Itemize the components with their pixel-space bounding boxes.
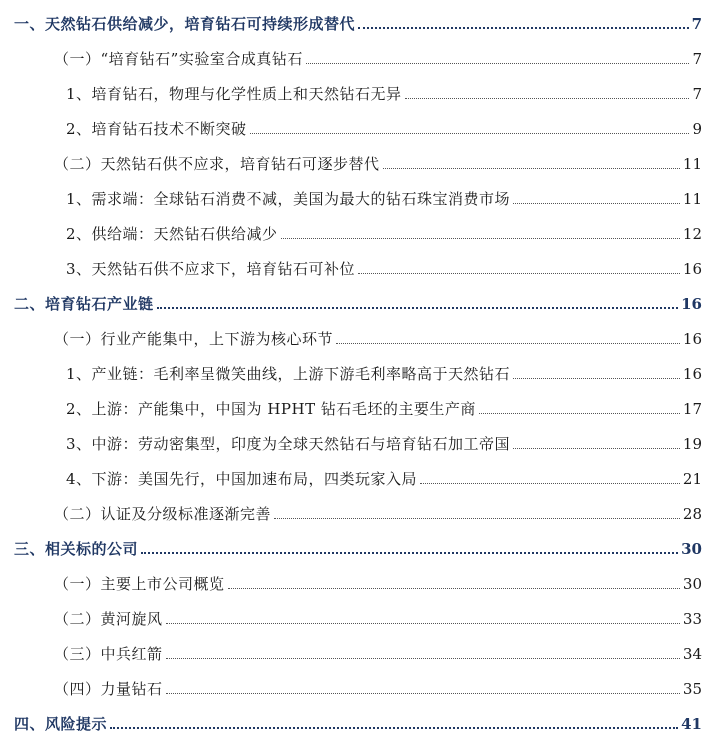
toc-page-number: 34 bbox=[682, 645, 702, 663]
dot-leader bbox=[513, 203, 680, 204]
toc-entry-title: 1、需求端：全球钻石消费不减，美国为最大的钻石珠宝消费市场 bbox=[66, 190, 511, 208]
toc-entry-title: 3、天然钻石供不应求下，培育钻石可补位 bbox=[66, 260, 356, 278]
toc-entry-2-1-4[interactable] bbox=[0, 463, 726, 487]
toc-page-number: 17 bbox=[682, 400, 702, 418]
toc-entry-1-1-1[interactable] bbox=[0, 78, 726, 102]
toc-entry-3-2[interactable] bbox=[0, 603, 726, 627]
dot-leader bbox=[157, 307, 679, 309]
toc-entry-2-1-2[interactable] bbox=[0, 393, 726, 417]
toc-page-number: 33 bbox=[682, 610, 702, 628]
toc-entry-title: （四）力量钻石 bbox=[54, 680, 163, 698]
toc-entry-1-2-3[interactable] bbox=[0, 253, 726, 277]
toc-entry-3[interactable] bbox=[0, 533, 726, 557]
toc-entry-title: 2、上游：产能集中，中国为 HPHT 钻石毛坯的主要生产商 bbox=[66, 400, 476, 418]
toc-entry-3-3[interactable] bbox=[0, 638, 726, 662]
dot-leader bbox=[336, 343, 680, 344]
toc-entry-title: 一、天然钻石供给减少，培育钻石可持续形成替代 bbox=[14, 15, 356, 33]
toc-page-number: 30 bbox=[682, 575, 702, 593]
toc-entry-3-1[interactable] bbox=[0, 568, 726, 592]
toc-entry-title: （二）黄河旋风 bbox=[54, 610, 163, 628]
dot-leader bbox=[274, 518, 680, 519]
toc-page-number: 16 bbox=[682, 365, 702, 383]
dot-leader bbox=[110, 727, 678, 729]
dot-leader bbox=[306, 63, 690, 64]
toc-entry-title: 二、培育钻石产业链 bbox=[14, 295, 154, 313]
toc-page-number: 11 bbox=[682, 190, 702, 208]
toc-page-number: 7 bbox=[692, 50, 702, 68]
toc-page-number: 7 bbox=[691, 15, 702, 33]
toc-entry-1-1[interactable] bbox=[0, 43, 726, 67]
dot-leader bbox=[250, 133, 690, 134]
dot-leader bbox=[141, 552, 678, 554]
toc-page-number: 7 bbox=[692, 85, 702, 103]
toc-entry-title: 4、下游：美国先行，中国加速布局，四类玩家入局 bbox=[66, 470, 418, 488]
dot-leader bbox=[281, 238, 680, 239]
toc-page-number: 28 bbox=[682, 505, 702, 523]
toc-page-number: 30 bbox=[681, 540, 702, 558]
toc-page-number: 16 bbox=[682, 330, 702, 348]
toc-page-number: 16 bbox=[682, 260, 702, 278]
toc-entry-title: 2、供给端：天然钻石供给减少 bbox=[66, 225, 278, 243]
toc-page-number: 41 bbox=[681, 715, 702, 733]
toc-entry-3-4[interactable] bbox=[0, 673, 726, 697]
toc-page-number: 9 bbox=[692, 120, 702, 138]
toc-entry-4[interactable] bbox=[0, 708, 726, 732]
toc-page-number: 16 bbox=[681, 295, 702, 313]
toc-entry-2-1-1[interactable] bbox=[0, 358, 726, 382]
toc-entry-title: （三）中兵红箭 bbox=[54, 645, 163, 663]
toc-entry-title: （一）行业产能集中，上下游为核心环节 bbox=[54, 330, 334, 348]
toc-entry-2[interactable] bbox=[0, 288, 726, 312]
toc-entry-title: （二）认证及分级标准逐渐完善 bbox=[54, 505, 272, 523]
toc-page-number: 21 bbox=[682, 470, 702, 488]
dot-leader bbox=[166, 623, 680, 624]
toc-page-number: 19 bbox=[682, 435, 702, 453]
toc-entry-2-1-3[interactable] bbox=[0, 428, 726, 452]
toc-entry-title: 三、相关标的公司 bbox=[14, 540, 139, 558]
toc-entry-title: 2、培育钻石技术不断突破 bbox=[66, 120, 247, 138]
toc-entry-1-2[interactable] bbox=[0, 148, 726, 172]
toc-entry-1[interactable] bbox=[0, 8, 726, 32]
toc-entry-title: 1、产业链：毛利率呈微笑曲线，上游下游毛利率略高于天然钻石 bbox=[66, 365, 511, 383]
dot-leader bbox=[358, 27, 689, 29]
toc-entry-title: （一）“培育钻石”实验室合成真钻石 bbox=[54, 50, 303, 68]
toc-entry-1-1-2[interactable] bbox=[0, 113, 726, 137]
dot-leader bbox=[405, 98, 690, 99]
toc-entry-1-2-1[interactable] bbox=[0, 183, 726, 207]
toc-entry-title: 四、风险提示 bbox=[14, 715, 108, 733]
dot-leader bbox=[383, 168, 680, 169]
dot-leader bbox=[420, 483, 680, 484]
dot-leader bbox=[166, 658, 680, 659]
dot-leader bbox=[479, 413, 680, 414]
toc-entry-title: 3、中游：劳动密集型，印度为全球天然钻石与培育钻石加工帝国 bbox=[66, 435, 511, 453]
toc-entry-2-2[interactable] bbox=[0, 498, 726, 522]
dot-leader bbox=[513, 448, 680, 449]
toc-entry-2-1[interactable] bbox=[0, 323, 726, 347]
toc-entry-title: （二）天然钻石供不应求，培育钻石可逐步替代 bbox=[54, 155, 380, 173]
toc-page-number: 35 bbox=[682, 680, 702, 698]
toc-entry-title: 1、培育钻石，物理与化学性质上和天然钻石无异 bbox=[66, 85, 402, 103]
toc-entry-1-2-2[interactable] bbox=[0, 218, 726, 242]
dot-leader bbox=[513, 378, 680, 379]
dot-leader bbox=[228, 588, 680, 589]
toc-page-number: 11 bbox=[682, 155, 702, 173]
dot-leader bbox=[358, 273, 680, 274]
dot-leader bbox=[166, 693, 680, 694]
toc-page-number: 12 bbox=[682, 225, 702, 243]
toc-entry-title: （一）主要上市公司概览 bbox=[54, 575, 225, 593]
